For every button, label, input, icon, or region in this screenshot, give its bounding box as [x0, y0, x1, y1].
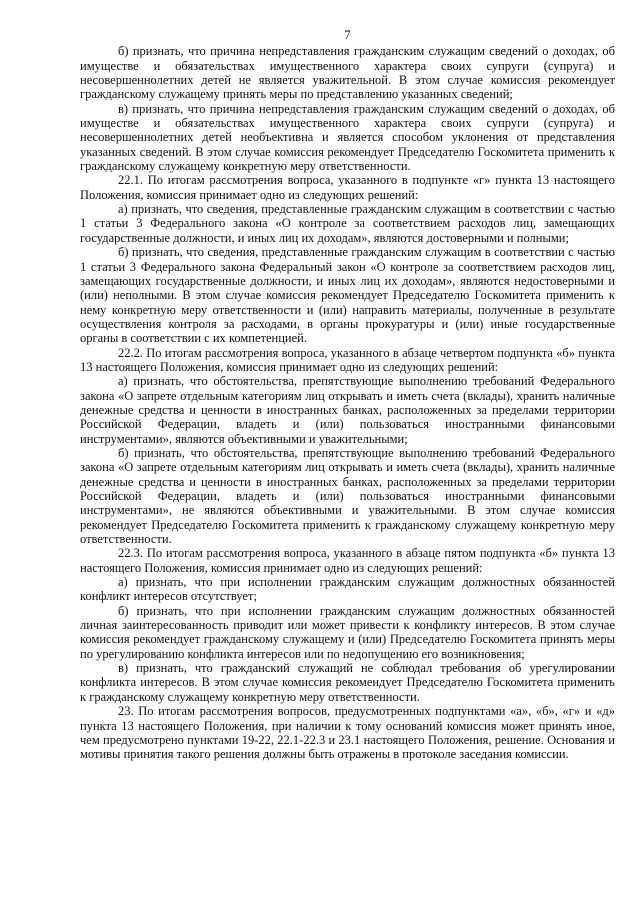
paragraph-22-3-v: в) признать, что гражданский служащий не соблюдал требования об урегулировании конфликта интересов. В этом случае комиссия рекомендует Председателю Госкомитета применить к гражданскому служащему конкретную меру ответственности.: [80, 661, 615, 704]
paragraph-22-1-intro: 22.1. По итогам рассмотрения вопроса, указанного в подпункте «г» пункта 13 настоящего Положения, комиссия принимает одно из следующих решений:: [80, 173, 615, 202]
paragraph-22-1-b: б) признать, что сведения, представленные гражданским служащим в соответствии с частью 1 статьи 3 Федерального закона Федеральный закон «О контроле за соответствием расходов лиц, замещающих государственные должности, и иных лиц их доходам», являются недостоверными и (или) неполными. В этом случае комиссия рекомендует Председателю Госкомитета применить к нему конкретную меру ответственности и (или) направить материалы, полученные в результате осуществления контроля за расходами, в органы прокуратуры и (или) иные государственные органы в соответствии с их компетенцией.: [80, 245, 615, 346]
paragraph-v-neobektivna: в) признать, что причина непредставления гражданским служащим сведений о доходах, об имуществе и обязательствах имущественного характера своих супруги (супруга) и несовершеннолетних детей необъективна и является способом уклонения от представления указанных сведений. В этом случае комиссия рекомендует Председателю Госкомитета применить к гражданскому служащему конкретную меру ответственности.: [80, 101, 615, 174]
paragraph-22-3-b: б) признать, что при исполнении гражданским служащим должностных обязанностей личная заинтересованность приводит или может привести к конфликту интересов. В этом случае комиссия рекомендует гражданскому служащему и (или) Председателю Госкомитета принять меры по урегулированию конфликта интересов или по недопущению его возникновения;: [80, 603, 615, 661]
paragraph-22-2-a: а) признать, что обстоятельства, препятствующие выполнению требований Федерального закона «О запрете отдельным категориям лиц открывать и иметь счета (вклады), хранить наличные денежные средства и ценности в иностранных банках, расположенных за пределами территории Российской Федерации, владеть и (или) пользоваться иностранными финансовыми инструментами», являются объективными и уважительными;: [80, 374, 615, 446]
paragraph-22-2-intro: 22.2. По итогам рассмотрения вопроса, указанного в абзаце четвертом подпункта «б» пункта 13 настоящего Положения, комиссия принимает одно из следующих решений:: [80, 345, 615, 374]
document-page: [80, 28, 615, 762]
paragraph-22-3-a: а) признать, что при исполнении гражданским служащим должностных обязанностей конфликт интересов отсутствует;: [80, 575, 615, 604]
paragraph-b-ne-uvazhitelnoy: б) признать, что причина непредставления гражданским служащим сведений о доходах, об имуществе и обязательствах имущественного характера своих супруги (супруга) и несовершеннолетних детей не является уважительной. В этом случае комиссия рекомендует гражданскому служащему принять меры по представлению указанных сведений;: [80, 44, 615, 102]
paragraph-22-3-intro: 22.3. По итогам рассмотрения вопроса, указанного в абзаце пятом подпункта «б» пункта 13 настоящего Положения, комиссия принимает одно из следующих решений:: [80, 546, 615, 575]
paragraph-23: 23. По итогам рассмотрения вопросов, предусмотренных подпунктами «а», «б», «г» и «д» пункта 13 настоящего Положения, при наличии к тому оснований комиссия может принять иное, чем предусмотрено пунктами 19-22, 22.1-22.3 и 23.1 настоящего Положения, решение. Основания и мотивы принятия такого решения должны быть отражены в протоколе заседания комиссии.: [80, 704, 615, 762]
page-number: 7: [344, 28, 351, 42]
paragraph-22-1-a: а) признать, что сведения, представленные гражданским служащим в соответствии с частью 1 статьи 3 Федерального закона «О контроле за соответствием расходов лиц, замещающих государственные должности, и иных лиц их доходам», являются достоверными и полными;: [80, 202, 615, 245]
paragraph-22-2-b: б) признать, что обстоятельства, препятствующие выполнению требований Федерального закона «О запрете отдельным категориям лиц открывать и иметь счета (вклады), хранить наличные денежные средства и ценности в иностранных банках, расположенных за пределами территории Российской Федерации, владеть и (или) пользоваться иностранными финансовыми инструментами», не являются объективными и уважительными. В этом случае комиссия рекомендует Председателю Госкомитета применить к гражданскому служащему конкретную меру ответственности.: [80, 445, 615, 547]
